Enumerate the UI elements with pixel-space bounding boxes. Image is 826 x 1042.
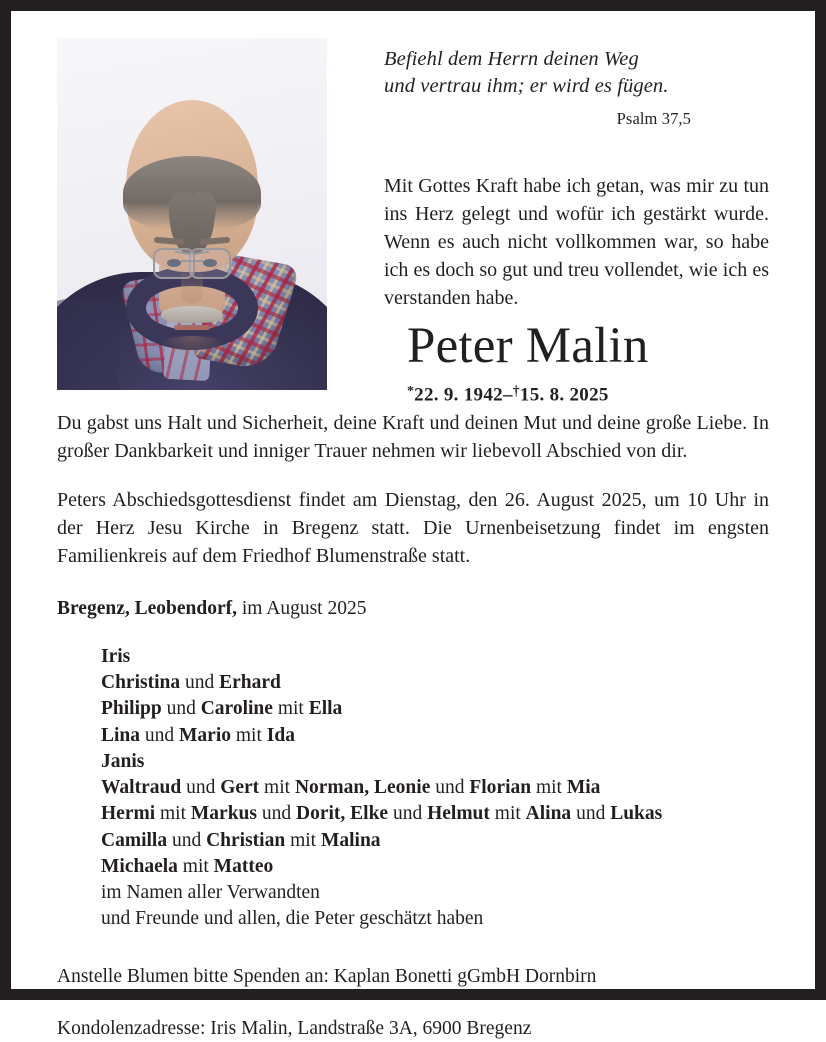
closing-notes — [57, 963, 769, 1042]
epigraph — [384, 46, 769, 129]
tribute-paragraph: Du gabst uns Halt und Sicherheit, deine Kraft und deinen Mut und deine große Liebe. In großer Dankbarkeit und inniger Trauer nehmen wir liebevoll Abschied von dir. — [57, 412, 769, 462]
mourner-name: Ida — [266, 724, 295, 746]
mourner-connector: mit — [231, 724, 267, 746]
mourner-line — [101, 775, 769, 801]
mourner-name: Waltraud — [101, 777, 182, 799]
mourner-name: Dorit, Elke — [296, 803, 389, 825]
mourner-line — [101, 723, 769, 749]
condolence-address: Kondolenzadresse: Iris Malin, Landstraße 3A, 6900 Bregenz — [57, 1017, 532, 1039]
mourner-line — [101, 644, 769, 670]
mourner-name: Malina — [320, 829, 381, 851]
mourner-name: Philipp — [101, 698, 162, 720]
place-date: im August 2025 — [237, 598, 367, 619]
mourner-line — [101, 828, 769, 854]
eyebrow-right — [154, 237, 184, 246]
mourner-name: Lina — [101, 724, 141, 746]
date-separator: – — [502, 384, 513, 406]
service-paragraph: Peters Abschiedsgottesdienst findet am Dienstag, den 26. August 2025, um 10 Uhr in der Herz Jesu Kirche in Bregenz statt. Die Urnenbeisetzung findet im engsten Familienkreis auf dem Friedhof Blumenstraße statt. — [57, 489, 769, 567]
mouth — [174, 325, 210, 330]
place-names: Bregenz, Leobendorf, — [57, 598, 237, 619]
mourner-connector: und — [140, 724, 180, 746]
mourner-name: Florian — [469, 777, 532, 799]
epigraph-line-2: und vertrau ihm; er wird es fügen. — [384, 75, 669, 98]
mourner-name: Janis — [101, 750, 145, 772]
mourner-connector: und — [167, 829, 207, 851]
name-block — [407, 318, 649, 407]
page-title: Peter Malin — [407, 318, 649, 374]
mourner-name: Ella — [308, 698, 343, 720]
mourner-connector: mit — [155, 803, 191, 825]
mourner-name: Iris — [101, 646, 131, 667]
eyebrow-left — [200, 237, 230, 246]
mourner-name: Mia — [566, 777, 601, 799]
mourner-name: Camilla — [101, 829, 168, 851]
credo-text: Mit Gottes Kraft habe ich getan, was mir zu tun ins Herz gelegt und wofür ich gestärkt wurde. Wenn es auch nicht vollkommen war, so habe ich es doch so gut und treu vollendet, wie ich es verstanden habe. — [384, 175, 769, 309]
mourner-name: Caroline — [200, 698, 273, 720]
mourner-name: Michaela — [101, 855, 178, 877]
mourner-line — [101, 906, 769, 932]
mourner-connector: mit — [272, 698, 309, 720]
obituary-page — [11, 11, 815, 1039]
mourner-connector: und — [257, 803, 296, 825]
face — [126, 100, 258, 272]
chin — [157, 336, 227, 358]
mourner-line — [101, 696, 769, 722]
epigraph-line-1: Befiehl dem Herrn deinen Weg — [384, 48, 639, 70]
mourner-connector: und — [388, 803, 428, 825]
mourner-name: Mario — [179, 724, 232, 746]
mourner-line — [101, 670, 769, 696]
mourner-connector: mit — [531, 777, 567, 799]
mourner-line — [101, 801, 769, 827]
mourner-name: Norman, Leonie — [294, 777, 431, 799]
mourner-connector: und — [181, 777, 221, 799]
mourner-connector: mit — [177, 855, 214, 877]
place-date-line — [57, 598, 769, 620]
mourner-name: Matteo — [213, 855, 274, 877]
mourner-line — [101, 880, 769, 906]
mourner-name: Helmut — [427, 803, 490, 825]
moustache — [161, 306, 223, 323]
mourner-connector: mit — [285, 829, 321, 851]
mourner-connector: mit — [489, 803, 526, 825]
mourner-line — [101, 854, 769, 880]
mourner-connector: im Namen aller Verwandten — [101, 881, 320, 903]
mourner-name: Gert — [220, 777, 260, 799]
eyeglass-bridge — [181, 260, 203, 262]
mourner-connector: und — [571, 803, 611, 825]
mourner-connector: und — [161, 698, 201, 720]
quote-column — [327, 38, 769, 313]
birth-symbol: * — [407, 383, 415, 398]
mourner-connector: und — [430, 777, 470, 799]
mourner-connector: und — [180, 672, 220, 694]
mourner-name: Hermi — [101, 803, 156, 825]
nose — [181, 268, 203, 304]
epigraph-source: Psalm 37,5 — [616, 108, 691, 128]
mourner-name: Lukas — [610, 803, 663, 825]
mourner-line — [101, 749, 769, 775]
death-symbol: † — [512, 383, 520, 398]
mourner-name: Markus — [190, 803, 257, 825]
body-zone — [57, 393, 769, 1042]
mourner-connector: und Freunde und allen, die Peter geschätzt haben — [101, 908, 484, 930]
donations-note: Anstelle Blumen bitte Spenden an: Kaplan Bonetti gGmbH Dornbirn — [57, 966, 597, 988]
birth-date: 22. 9. 1942 — [414, 384, 503, 406]
mourner-name: Christina — [101, 672, 181, 694]
portrait-photo — [57, 38, 327, 390]
life-dates — [407, 383, 649, 407]
death-date: 15. 8. 2025 — [519, 384, 609, 406]
mourner-name: Alina — [525, 803, 572, 825]
mourner-connector: mit — [259, 777, 295, 799]
mourner-name: Christian — [206, 829, 286, 851]
mourners-list — [57, 644, 769, 932]
mourner-name: Erhard — [219, 672, 281, 694]
sweater-shoulder-left — [57, 298, 119, 390]
